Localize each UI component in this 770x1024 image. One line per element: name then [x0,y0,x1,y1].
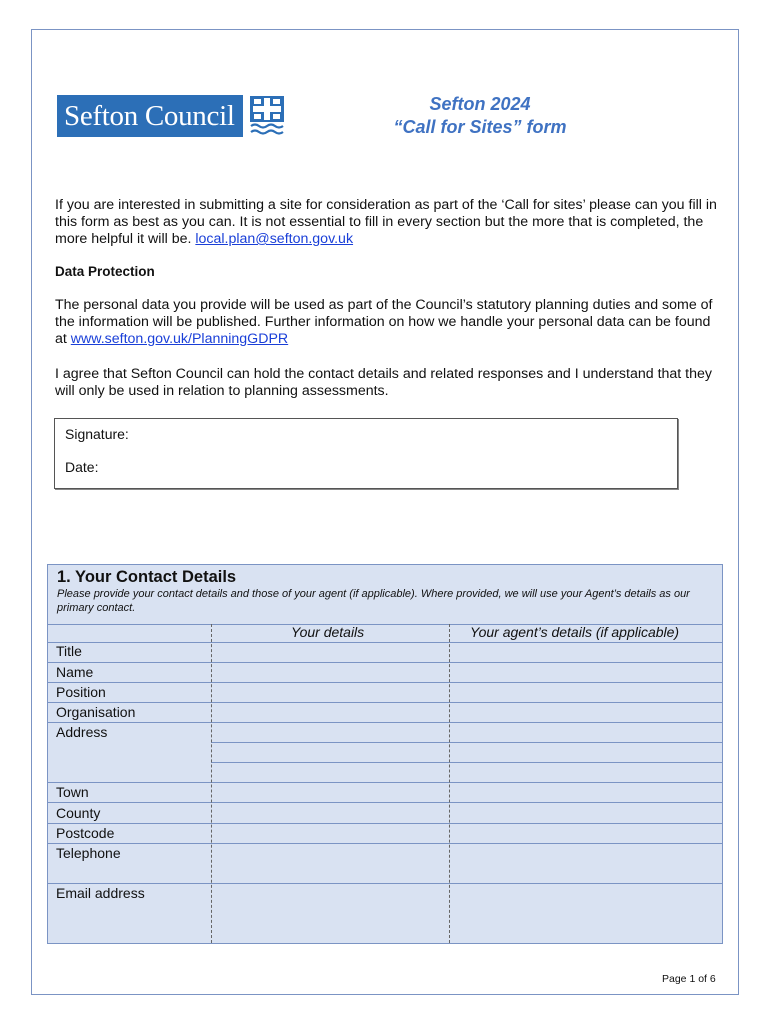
table-row [48,642,722,643]
council-crest-icon [249,95,285,137]
table-row [48,702,722,703]
col-header-agent-details: Your agent’s details (if applicable) [470,624,680,640]
row-label-organisation: Organisation [56,704,136,720]
data-protection-text: The personal data you provide will be used as part of the Council’s statutory planning duties and some of the information will be published. Further information on how we handle your personal data can be found at [55,297,713,347]
column-divider [211,624,212,943]
table-row [48,782,722,783]
section-title: 1. Your Contact Details [57,568,237,586]
table-row [48,843,722,844]
table-row [48,662,722,663]
row-label-telephone: Telephone [56,845,121,861]
form-title-name: “Call for Sites” form [393,117,567,137]
column-divider [449,624,450,943]
agreement-paragraph: I agree that Sefton Council can hold the contact details and related responses and I understand that they will only be used in relation to planning assessments. [55,366,713,399]
row-label-name: Name [56,664,94,680]
contact-details-section [47,564,723,944]
logo-text: Sefton Council [57,95,243,137]
signature-field[interactable]: Signature: [65,426,129,442]
data-protection-heading: Data Protection [55,264,155,279]
intro-paragraph [55,197,725,248]
table-row [48,883,722,884]
section-subtitle: Please provide your contact details and those of your agent (if applicable). Where provided, we will use your Agent’s details as our primary contact. [57,588,690,614]
row-label-town: Town [56,784,89,800]
form-title [370,93,590,139]
col-header-your-details: Your details [291,624,365,640]
table-row [48,682,722,683]
row-label-county: County [56,805,101,821]
table-row [48,802,722,803]
form-title-year: Sefton 2024 [429,94,531,114]
signature-box [54,418,678,489]
table-row [211,762,722,763]
sefton-council-logo [57,95,312,137]
email-link[interactable]: local.plan@sefton.gov.uk [195,231,354,247]
date-field[interactable]: Date: [65,459,99,475]
gdpr-link[interactable]: www.sefton.gov.uk/PlanningGDPR [70,331,289,347]
intro-text: If you are interested in submitting a site for consideration as part of the ‘Call for sites’ please can you fill in this form as best as you can. It is not essential to fill in every section but the more that is completed, the more helpful it will be. [55,197,717,247]
row-label-position: Position [56,684,106,700]
row-label-email: Email address [56,885,145,901]
row-label-title: Title [56,643,82,659]
data-protection-paragraph [55,297,725,348]
table-row [48,722,722,723]
row-label-address: Address [56,724,108,740]
table-row [48,823,722,824]
table-row [211,742,722,743]
row-label-postcode: Postcode [56,825,115,841]
page-number: Page 1 of 6 [662,973,716,985]
